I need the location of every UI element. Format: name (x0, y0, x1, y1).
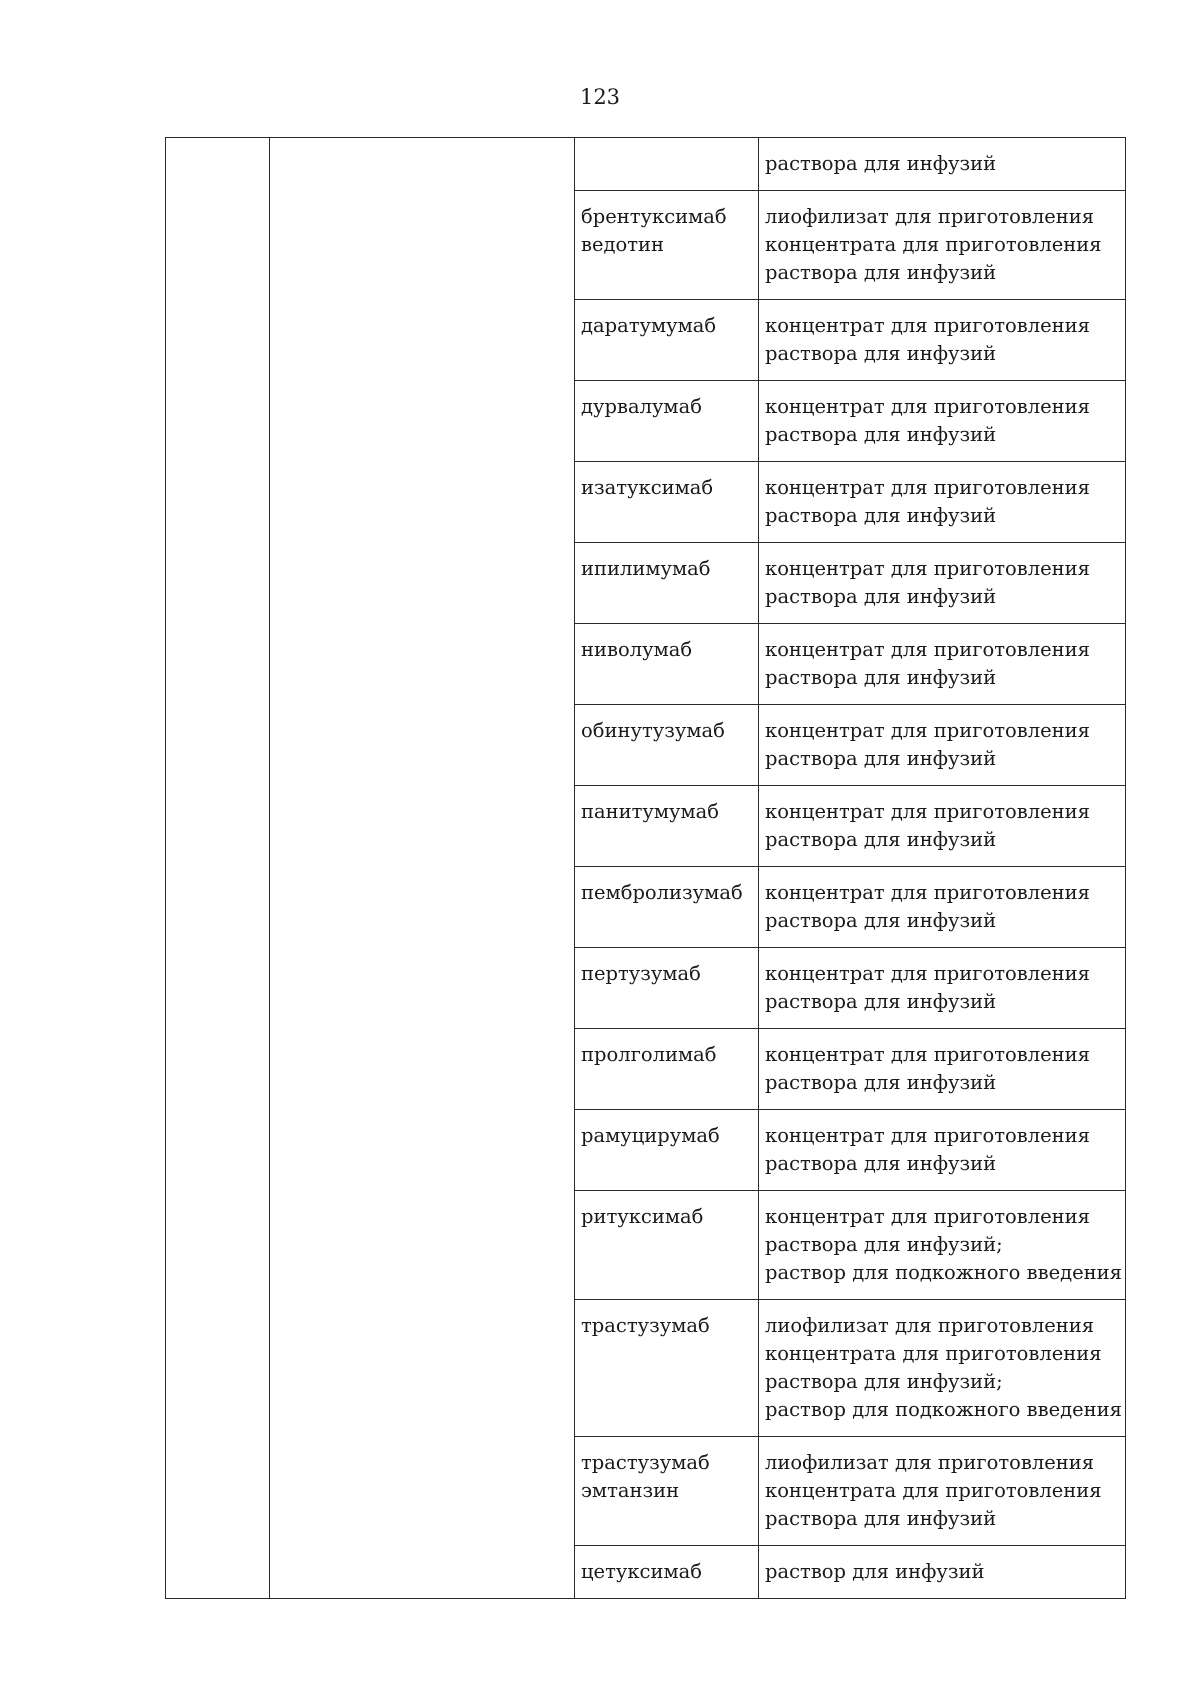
dosage-form-line: лиофилизат для приготовления (765, 1314, 1095, 1337)
dosage-form-line: раствора для инфузий; (765, 1233, 1003, 1256)
dosage-form-cell (759, 543, 1126, 624)
drug-name-cell (575, 1300, 759, 1437)
dosage-form-line: раствора для инфузий (765, 504, 997, 527)
drug-name-line: даратумумаб (581, 314, 717, 337)
drug-name-cell (575, 867, 759, 948)
drug-name-cell (575, 1110, 759, 1191)
drug-name-line: ипилимумаб (581, 557, 711, 580)
dosage-form-line: раствора для инфузий (765, 261, 997, 284)
dosage-form-cell (759, 705, 1126, 786)
dosage-form-cell (759, 1437, 1126, 1546)
drug-name-cell (575, 705, 759, 786)
dosage-form-line: концентрат для приготовления (765, 1205, 1090, 1228)
dosage-form-cell (759, 948, 1126, 1029)
drug-name-cell (575, 191, 759, 300)
dosage-form-line: раствора для инфузий (765, 1071, 997, 1094)
dosage-form-line: раствора для инфузий; (765, 1370, 1003, 1393)
dosage-form-cell (759, 1300, 1126, 1437)
dosage-form-line: раствора для инфузий (765, 423, 997, 446)
drug-name-line: ведотин (581, 233, 665, 256)
dosage-form-line: раствора для инфузий (765, 666, 997, 689)
dosage-form-cell (759, 1191, 1126, 1300)
drug-name-cell (575, 948, 759, 1029)
dosage-form-cell (759, 1546, 1126, 1599)
drug-name-line: пембролизумаб (581, 881, 743, 904)
drug-name-line: обинутузумаб (581, 719, 725, 742)
dosage-form-line: раствора для инфузий (765, 828, 997, 851)
dosage-form-line: раствора для инфузий (765, 342, 997, 365)
dosage-form-line: раствора для инфузий (765, 990, 997, 1013)
page-number: 123 (579, 85, 621, 109)
dosage-form-line: раствор для подкожного введения (765, 1398, 1122, 1421)
dosage-form-line: раствора для инфузий (765, 1152, 997, 1175)
drug-name-line: пролголимаб (581, 1043, 717, 1066)
drug-name-cell (575, 138, 759, 191)
drug-name-cell (575, 624, 759, 705)
dosage-form-cell (759, 624, 1126, 705)
dosage-form-cell (759, 462, 1126, 543)
dosage-form-line: концентрат для приготовления (765, 476, 1090, 499)
dosage-form-line: раствора для инфузий (765, 152, 997, 175)
dosage-form-line: раствор для подкожного введения (765, 1261, 1122, 1284)
dosage-form-line: лиофилизат для приготовления (765, 1451, 1095, 1474)
dosage-form-line: концентрат для приготовления (765, 1124, 1090, 1147)
dosage-form-cell (759, 786, 1126, 867)
dosage-form-line: концентрат для приготовления (765, 395, 1090, 418)
drug-table (165, 137, 1126, 1599)
dosage-form-line: концентрат для приготовления (765, 800, 1090, 823)
drug-name-line: ниволумаб (581, 638, 693, 661)
dosage-form-cell (759, 867, 1126, 948)
dosage-form-line: раствора для инфузий (765, 747, 997, 770)
dosage-form-line: лиофилизат для приготовления (765, 205, 1095, 228)
drug-name-line: брентуксимаб (581, 205, 727, 228)
dosage-form-cell (759, 1110, 1126, 1191)
drug-name-cell (575, 381, 759, 462)
drug-name-line: панитумумаб (581, 800, 720, 823)
group-name-cell (270, 138, 575, 1599)
drug-name-line: ритуксимаб (581, 1205, 704, 1228)
dosage-form-line: концентрат для приготовления (765, 557, 1090, 580)
dosage-form-line: концентрата для приготовления (765, 1342, 1102, 1365)
dosage-form-cell (759, 138, 1126, 191)
group-code-cell (166, 138, 270, 1599)
dosage-form-line: концентрата для приготовления (765, 1479, 1102, 1502)
dosage-form-line: концентрат для приготовления (765, 314, 1090, 337)
table-row (166, 138, 1126, 191)
drug-name-cell (575, 1191, 759, 1300)
drug-name-line: цетуксимаб (581, 1560, 702, 1583)
dosage-form-line: концентрат для приготовления (765, 638, 1090, 661)
drug-name-line: эмтанзин (581, 1479, 680, 1502)
drug-name-line: трастузумаб (581, 1314, 710, 1337)
dosage-form-line: раствора для инфузий (765, 909, 997, 932)
dosage-form-cell (759, 191, 1126, 300)
dosage-form-line: концентрата для приготовления (765, 233, 1102, 256)
dosage-form-line: раствор для инфузий (765, 1560, 985, 1583)
drug-name-cell (575, 1546, 759, 1599)
drug-name-cell (575, 462, 759, 543)
drug-name-line: трастузумаб (581, 1451, 710, 1474)
drug-name-cell (575, 786, 759, 867)
dosage-form-line: концентрат для приготовления (765, 1043, 1090, 1066)
table-body (166, 138, 1126, 1599)
drug-name-line: дурвалумаб (581, 395, 702, 418)
drug-name-line: рамуцирумаб (581, 1124, 720, 1147)
dosage-form-line: раствора для инфузий (765, 1507, 997, 1530)
dosage-form-cell (759, 300, 1126, 381)
drug-name-line: пертузумаб (581, 962, 701, 985)
drug-name-cell (575, 1029, 759, 1110)
dosage-form-line: концентрат для приготовления (765, 719, 1090, 742)
dosage-form-cell (759, 1029, 1126, 1110)
drug-name-cell (575, 543, 759, 624)
dosage-form-line: концентрат для приготовления (765, 881, 1090, 904)
dosage-form-line: раствора для инфузий (765, 585, 997, 608)
drug-name-cell (575, 1437, 759, 1546)
dosage-form-line: концентрат для приготовления (765, 962, 1090, 985)
drug-name-cell (575, 300, 759, 381)
drug-name-line: изатуксимаб (581, 476, 714, 499)
dosage-form-cell (759, 381, 1126, 462)
